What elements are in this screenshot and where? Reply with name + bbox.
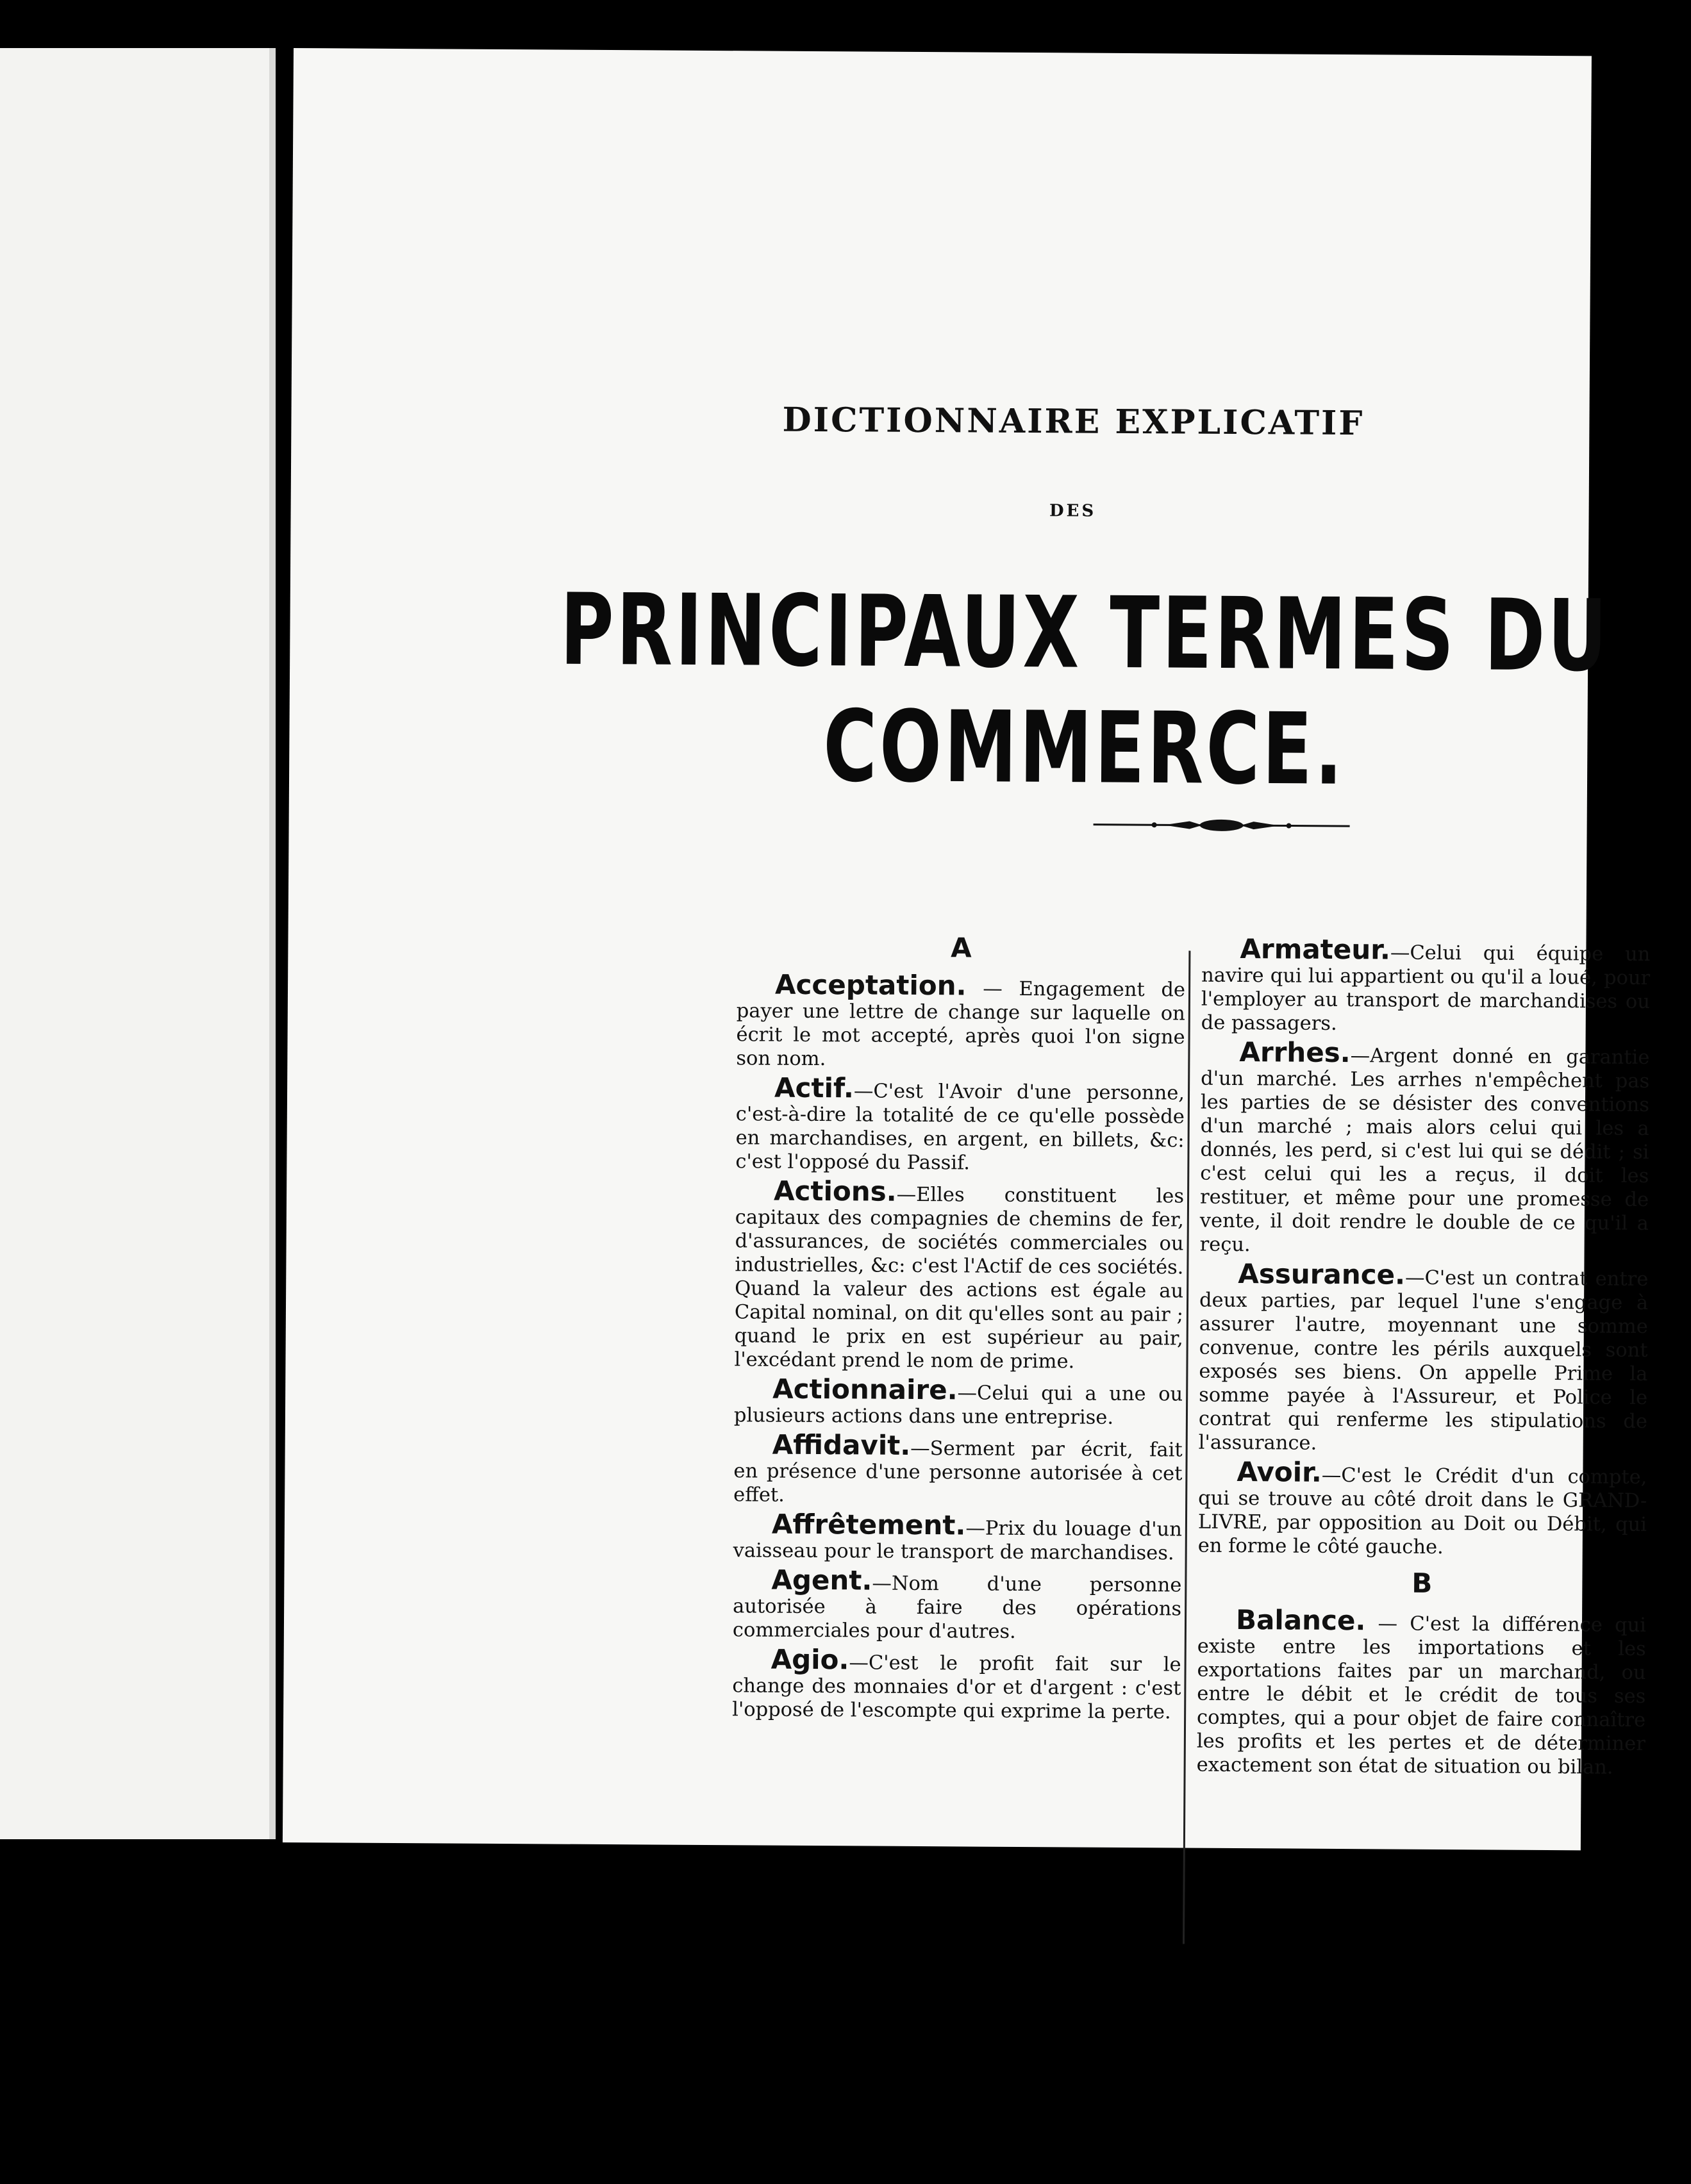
left-column <box>732 922 1186 1729</box>
dictionary-entry <box>1196 1604 1647 1780</box>
entry-definition: —C'est le Crédit d'un compte, qui se trouve au côté droit dans le GRAND-LIVRE, par opposition au Doit ou Débit, qui en forme le côté gauche. <box>1197 1464 1647 1559</box>
entry-definition: —Serment par écrit, fait en présence d'une personne autorisée à cet effet. <box>733 1437 1183 1507</box>
entry-term: Actions. <box>773 1175 897 1207</box>
dictionary-entry <box>1199 1036 1650 1259</box>
entry-definition: —C'est le profit fait sur le change des monnaies d'or et d'argent : c'est l'opposé de l'escompte qui exprime la perte. <box>732 1651 1181 1724</box>
dictionary-entry <box>734 1175 1185 1374</box>
entry-definition: — Engagement de payer une lettre de change sur laquelle on écrit le mot accepté, après quoi l'on signe son nom. <box>736 977 1186 1071</box>
section-letter: B <box>1412 1567 1433 1599</box>
right-column <box>1196 933 1651 1785</box>
entry-term: Affrêtement. <box>771 1508 966 1541</box>
dictionary-entry <box>1201 933 1651 1038</box>
title-line-2: DES <box>1049 501 1097 521</box>
dictionary-entry <box>736 968 1186 1073</box>
dictionary-entry <box>1198 1258 1649 1457</box>
entry-term: Acceptation. <box>774 968 967 1002</box>
facing-page-edge <box>269 48 276 1839</box>
entry-term: Armateur. <box>1240 933 1391 966</box>
entry-definition: —Nom d'une personne autorisée à faire des opérations commerciales pour d'autres. <box>732 1572 1182 1643</box>
dictionary-entry <box>732 1643 1181 1724</box>
dictionary-entry <box>732 1564 1182 1644</box>
entry-definition: —C'est l'Avoir d'une personne, c'est-à-dire la totalité de ce qu'elle possède en marchandises, en argent, en billets, &c: c'est l'opposé du Passif. <box>735 1080 1185 1175</box>
title-line-3: PRINCIPAUX TERMES DU COMMERCE. <box>560 572 1610 807</box>
entry-definition: — C'est la différence qui existe entre les importations et les exportations faites par un marchand, ou entre le débit et le crédit de tous ses comptes, qui a pour objet de faire connaître les profits et les pertes et de déterminer exactement son état de situation ou bilan. <box>1196 1612 1647 1779</box>
entry-definition: —Celui qui équipe un navire qui lui appartient ou qu'il a loué, pour l'employer au transport de marchandises ou de passagers. <box>1201 941 1651 1035</box>
entry-definition: —Elles constituent les capitaux des compagnies de chemins de fer, d'assurances, de sociétés commerciales ou industrielles, &c: c'est l'Actif de ces sociétés. Quand la valeur des actions est égale au Capital nominal, on dit qu'elles sont au pair ; quand le prix en est supérieur au pair, l'excédant prend le nom de prime. <box>734 1183 1185 1373</box>
book-page <box>283 48 1651 1850</box>
entry-definition: —C'est un contrat entre deux parties, par lequel l'une s'engage à assurer l'autre, moyennant une somme convenue, contre les périls auxquels sont exposés ses biens. On appelle Prime la somme payée à l'Assureur, et Police le contrat qui renferme les stipulations de l'assurance. <box>1198 1266 1649 1455</box>
entry-term: Agio. <box>771 1643 849 1676</box>
entry-definition: —Celui qui a une ou plusieurs actions dans une entreprise. <box>733 1382 1183 1429</box>
title-line-1: DICTIONNAIRE EXPLICATIF <box>782 400 1365 443</box>
facing-page <box>0 48 269 1839</box>
ornament-divider <box>1094 817 1350 834</box>
entry-term: Agent. <box>771 1564 872 1596</box>
section-letter: A <box>951 932 972 964</box>
dictionary-entry <box>735 1071 1185 1176</box>
entry-term: Arrhes. <box>1239 1036 1351 1069</box>
entry-definition: —Argent donné en garantie d'un marché. Les arrhes n'empêchent pas les parties de se désister des conventions d'un marché ; mais alors celui qui les a donnés, les perd, si c'est lui qui se dédit ; si c'est celui qui les a reçus, il doit les restituer, et même pour une promesse de vente, il doit rendre le double de ce qu'il a reçu. <box>1199 1045 1650 1257</box>
entry-term: Assurance. <box>1238 1258 1406 1291</box>
dictionary-entry <box>1197 1456 1647 1560</box>
entry-term: Actionnaire. <box>772 1373 958 1406</box>
entry-term: Avoir. <box>1237 1456 1322 1488</box>
dictionary-entry <box>733 1373 1183 1430</box>
entry-term: Actif. <box>774 1071 854 1104</box>
entry-definition: —Prix du louage d'un vaisseau pour le transport de marchandises. <box>733 1517 1183 1565</box>
entry-term: Affidavit. <box>772 1428 911 1461</box>
dictionary-entry <box>733 1508 1183 1565</box>
entry-term: Balance. <box>1235 1604 1366 1637</box>
dictionary-entry <box>733 1428 1183 1509</box>
